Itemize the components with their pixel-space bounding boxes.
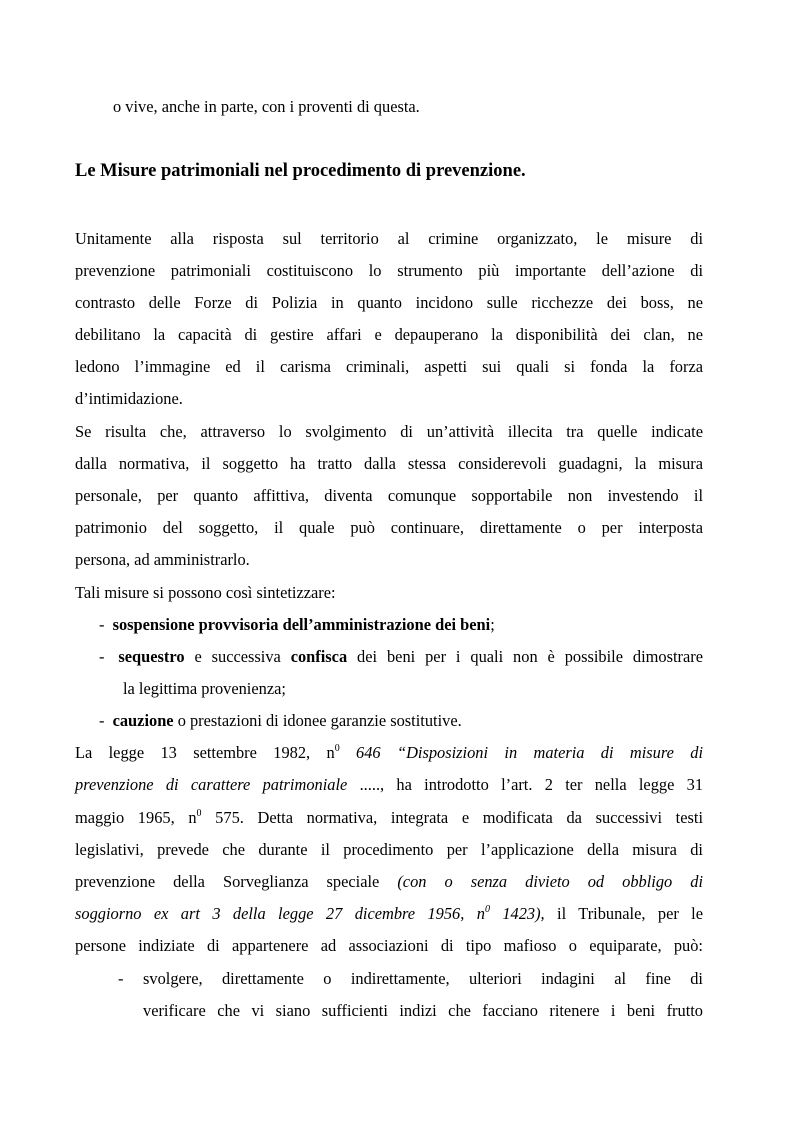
law-text: il Tribunale, per le xyxy=(544,904,704,923)
bullet-line: svolgere, direttamente o indirettamente, ulteriori indagini al fine di xyxy=(143,969,703,988)
paragraph-line: Se risulta che, attraverso lo svolgimento di un’attività illecita tra quelle indicate xyxy=(75,422,703,441)
paragraph-line: dalla normativa, il soggetto ha tratto dalla stessa considerevoli guadagni, la misura xyxy=(75,454,703,473)
paragraph-line: patrimonio del soggetto, il quale può continuare, direttamente o per interposta xyxy=(75,518,703,537)
superscript: 0 xyxy=(334,743,340,754)
law-line: legislativi, prevede che durante il procedimento per l’applicazione della misura di xyxy=(75,840,703,859)
law-line xyxy=(75,743,703,763)
measure-text: ; xyxy=(490,615,495,634)
law-reference: soggiorno ex art 3 della legge 27 dicembre 1956, n xyxy=(75,904,485,923)
measure-item xyxy=(99,615,495,635)
law-line xyxy=(75,872,703,892)
measure-term: confisca xyxy=(290,647,348,666)
list-dash: - xyxy=(99,711,105,730)
measure-item xyxy=(99,711,462,731)
law-title: 646 “Disposizioni in materia di misure di xyxy=(339,743,704,762)
measure-term: cauzione xyxy=(112,711,174,730)
intro-fragment: o vive, anche in parte, con i proventi di questa. xyxy=(113,97,420,116)
paragraph-line: prevenzione patrimoniali costituiscono lo strumento più importante dell’azione di xyxy=(75,261,703,280)
superscript: 0 xyxy=(484,904,490,915)
paragraph-line: Unitamente alla risposta sul territorio al crimine organizzato, le misure di xyxy=(75,229,703,248)
measure-item xyxy=(99,647,703,667)
bullet-line: verificare che vi siano sufficienti indizi che facciano ritenere i beni frutto xyxy=(143,1001,703,1020)
law-line xyxy=(75,904,703,924)
paragraph-line: persona, ad amministrarlo. xyxy=(75,550,250,569)
section-heading: Le Misure patrimoniali nel procedimento di prevenzione. xyxy=(75,161,526,181)
list-dash: - xyxy=(118,969,124,988)
law-reference: 1423), xyxy=(489,904,545,923)
measure-continuation: la legittima provenienza; xyxy=(123,679,286,698)
law-line: persone indiziate di appartenere ad associazioni di tipo mafioso o equiparate, può: xyxy=(75,936,703,955)
list-dash: - xyxy=(99,647,105,666)
law-text: prevenzione della Sorveglianza speciale xyxy=(75,872,398,891)
superscript: 0 xyxy=(196,808,202,819)
law-text: maggio 1965, n xyxy=(75,808,197,827)
list-dash: - xyxy=(99,615,105,634)
law-text: ....., ha introdotto l’art. 2 ter nella legge 31 xyxy=(347,775,704,794)
law-title: prevenzione di carattere patrimoniale xyxy=(75,775,348,794)
paragraph-line: contrasto delle Forze di Polizia in quanto incidono sulle ricchezze dei boss, ne xyxy=(75,293,703,312)
law-line xyxy=(75,775,703,795)
paragraph-line: debilitano la capacità di gestire affari e depauperano la disponibilità dei clan, ne xyxy=(75,325,703,344)
law-text: La legge 13 settembre 1982, n xyxy=(75,743,335,762)
law-reference: (con o senza divieto od obbligo di xyxy=(397,872,703,891)
measures-intro: Tali misure si possono così sintetizzare: xyxy=(75,583,336,602)
measure-text: dei beni per i quali non è possibile dimostrare xyxy=(347,647,703,666)
law-text: 575. Detta normativa, integrata e modificata da successivi testi xyxy=(201,808,703,827)
measure-term: sospensione provvisoria dell’amministrazione dei beni xyxy=(112,615,491,634)
law-line xyxy=(75,808,703,828)
measure-term: sequestro xyxy=(118,647,185,666)
measure-text: o prestazioni di idonee garanzie sostitutive. xyxy=(173,711,462,730)
paragraph-line: d’intimidazione. xyxy=(75,389,183,408)
measure-text: e successiva xyxy=(184,647,291,666)
paragraph-line: ledono l’immagine ed il carisma criminali, aspetti sui quali si fonda la forza xyxy=(75,357,703,376)
paragraph-line: personale, per quanto affittiva, diventa comunque sopportabile non investendo il xyxy=(75,486,703,505)
